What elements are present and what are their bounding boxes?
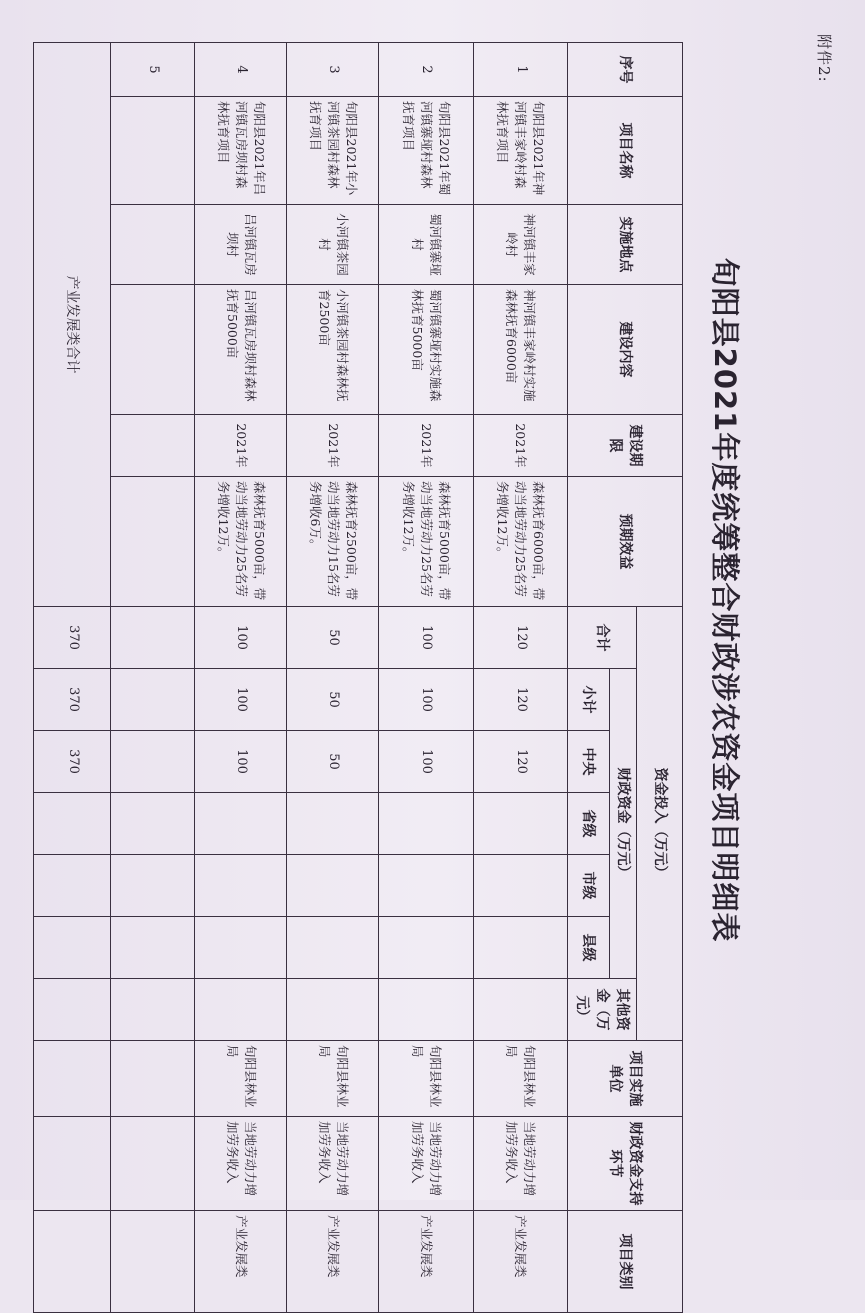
cell-total: 100 xyxy=(379,607,473,669)
cell-subtotal xyxy=(111,669,195,731)
header-other: 其他资金（万元） xyxy=(567,979,636,1041)
header-central: 中央 xyxy=(567,731,609,793)
header-category: 项目类别 xyxy=(567,1211,682,1313)
cell-content: 蜀河镇寨垭村实施森林抚育5000亩 xyxy=(379,285,473,415)
cell-content: 小河镇茶园村森林抚育2500亩 xyxy=(287,285,379,415)
cell-provincial xyxy=(379,793,473,855)
project-detail-table xyxy=(33,42,683,1313)
header-city: 市级 xyxy=(567,855,609,917)
cell-category: 产业发展类 xyxy=(287,1211,379,1313)
header-total: 合计 xyxy=(567,607,636,669)
cell-county xyxy=(195,917,287,979)
cell-other xyxy=(111,979,195,1041)
cell-location: 神河镇丰家岭村 xyxy=(473,205,567,285)
cell-period xyxy=(111,415,195,477)
header-name: 项目名称 xyxy=(567,97,682,205)
cell-central: 50 xyxy=(287,731,379,793)
cell-subtotal: 100 xyxy=(195,669,287,731)
summary-provincial xyxy=(34,793,112,855)
cell-support: 当地劳动力增加劳务收入 xyxy=(379,1117,473,1211)
cell-county xyxy=(111,917,195,979)
cell-city xyxy=(473,855,567,917)
cell-seq: 5 xyxy=(111,43,195,97)
attachment-label: 附件2: xyxy=(815,34,833,83)
cell-location: 吕河镇瓦房坝村 xyxy=(195,205,287,285)
cell-county xyxy=(473,917,567,979)
cell-unit: 旬阳县林业局 xyxy=(473,1041,567,1117)
cell-county xyxy=(287,917,379,979)
cell-central: 120 xyxy=(473,731,567,793)
cell-subtotal: 50 xyxy=(287,669,379,731)
cell-total: 50 xyxy=(287,607,379,669)
cell-content: 吕河镇瓦房坝村森林抚育5000亩 xyxy=(195,285,287,415)
cell-support: 当地劳动力增加劳务收入 xyxy=(287,1117,379,1211)
header-content: 建设内容 xyxy=(567,285,682,415)
cell-county xyxy=(379,917,473,979)
cell-provincial xyxy=(195,793,287,855)
cell-central: 100 xyxy=(195,731,287,793)
cell-subtotal: 100 xyxy=(379,669,473,731)
cell-central: 100 xyxy=(379,731,473,793)
cell-name xyxy=(111,97,195,205)
cell-provincial xyxy=(287,793,379,855)
cell-benefit: 森林抚育5000亩，带动当地劳动力25名劳务增收12万。 xyxy=(379,477,473,607)
header-seq: 序号 xyxy=(567,43,682,97)
cell-location xyxy=(111,205,195,285)
cell-other xyxy=(473,979,567,1041)
cell-support xyxy=(111,1117,195,1211)
cell-other xyxy=(287,979,379,1041)
cell-total: 120 xyxy=(473,607,567,669)
summary-subtotal: 370 xyxy=(34,669,112,731)
cell-unit: 旬阳县林业局 xyxy=(379,1041,473,1117)
cell-city xyxy=(379,855,473,917)
cell-location: 蜀河镇寨垭村 xyxy=(379,205,473,285)
header-county: 县级 xyxy=(567,917,609,979)
header-investment: 资金投入（万元） xyxy=(637,607,683,1041)
cell-other xyxy=(379,979,473,1041)
table-row xyxy=(473,43,567,1313)
cell-other xyxy=(195,979,287,1041)
table-row xyxy=(111,43,195,1313)
cell-period: 2021年 xyxy=(287,415,379,477)
header-unit: 项目实施单位 xyxy=(567,1041,682,1117)
summary-label: 产业发展类合计 xyxy=(34,43,112,607)
cell-name: 旬阳县2021年小河镇茶园村森林抚育项目 xyxy=(287,97,379,205)
cell-benefit xyxy=(111,477,195,607)
cell-location: 小河镇茶园村 xyxy=(287,205,379,285)
cell-content: 神河镇丰家岭村实施森林抚育6000亩 xyxy=(473,285,567,415)
cell-seq: 2 xyxy=(379,43,473,97)
header-row-1 xyxy=(637,43,683,1313)
cell-provincial xyxy=(111,793,195,855)
cell-seq: 3 xyxy=(287,43,379,97)
table-row xyxy=(287,43,379,1313)
header-support: 财政资金支持环节 xyxy=(567,1117,682,1211)
cell-category: 产业发展类 xyxy=(379,1211,473,1313)
cell-support: 当地劳动力增加劳务收入 xyxy=(195,1117,287,1211)
header-fiscal: 财政资金（万元） xyxy=(609,669,636,979)
header-period: 建设期限 xyxy=(567,415,682,477)
cell-category: 产业发展类 xyxy=(473,1211,567,1313)
cell-unit: 旬阳县林业局 xyxy=(287,1041,379,1117)
cell-period: 2021年 xyxy=(195,415,287,477)
table-row xyxy=(195,43,287,1313)
cell-category xyxy=(111,1211,195,1313)
cell-total xyxy=(111,607,195,669)
cell-name: 旬阳县2021年蜀河镇寨垭村森林抚育项目 xyxy=(379,97,473,205)
summary-unit xyxy=(34,1041,112,1117)
summary-support xyxy=(34,1117,112,1211)
cell-name: 旬阳县2021年神河镇丰家岭村森林抚育项目 xyxy=(473,97,567,205)
table-body xyxy=(34,43,568,1313)
summary-total: 370 xyxy=(34,607,112,669)
cell-benefit: 森林抚育2500亩，带动当地劳动力15名劳务增收6万。 xyxy=(287,477,379,607)
cell-city xyxy=(111,855,195,917)
header-location: 实施地点 xyxy=(567,205,682,285)
cell-central xyxy=(111,731,195,793)
cell-seq: 4 xyxy=(195,43,287,97)
cell-city xyxy=(195,855,287,917)
cell-subtotal: 120 xyxy=(473,669,567,731)
cell-unit xyxy=(111,1041,195,1117)
summary-category xyxy=(34,1211,112,1313)
cell-benefit: 森林抚育6000亩，带动当地劳动力25名劳务增收12万。 xyxy=(473,477,567,607)
cell-unit: 旬阳县林业局 xyxy=(195,1041,287,1117)
cell-content xyxy=(111,285,195,415)
cell-seq: 1 xyxy=(473,43,567,97)
cell-city xyxy=(287,855,379,917)
header-benefit: 预期效益 xyxy=(567,477,682,607)
summary-row xyxy=(34,43,112,1313)
header-subtotal: 小计 xyxy=(567,669,609,731)
cell-benefit: 森林抚育5000亩，带动当地劳动力25名劳务增收12万。 xyxy=(195,477,287,607)
summary-county xyxy=(34,917,112,979)
header-provincial: 省级 xyxy=(567,793,609,855)
document-title: 旬阳县2021年度统筹整合财政涉农资金项目明细表 xyxy=(708,257,742,943)
cell-support: 当地劳动力增加劳务收入 xyxy=(473,1117,567,1211)
cell-period: 2021年 xyxy=(473,415,567,477)
cell-category: 产业发展类 xyxy=(195,1211,287,1313)
summary-city xyxy=(34,855,112,917)
cell-total: 100 xyxy=(195,607,287,669)
cell-period: 2021年 xyxy=(379,415,473,477)
summary-central: 370 xyxy=(34,731,112,793)
cell-name: 旬阳县2021年吕河镇瓦房坝村森林抚育项目 xyxy=(195,97,287,205)
table-row xyxy=(379,43,473,1313)
cell-provincial xyxy=(473,793,567,855)
summary-other xyxy=(34,979,112,1041)
